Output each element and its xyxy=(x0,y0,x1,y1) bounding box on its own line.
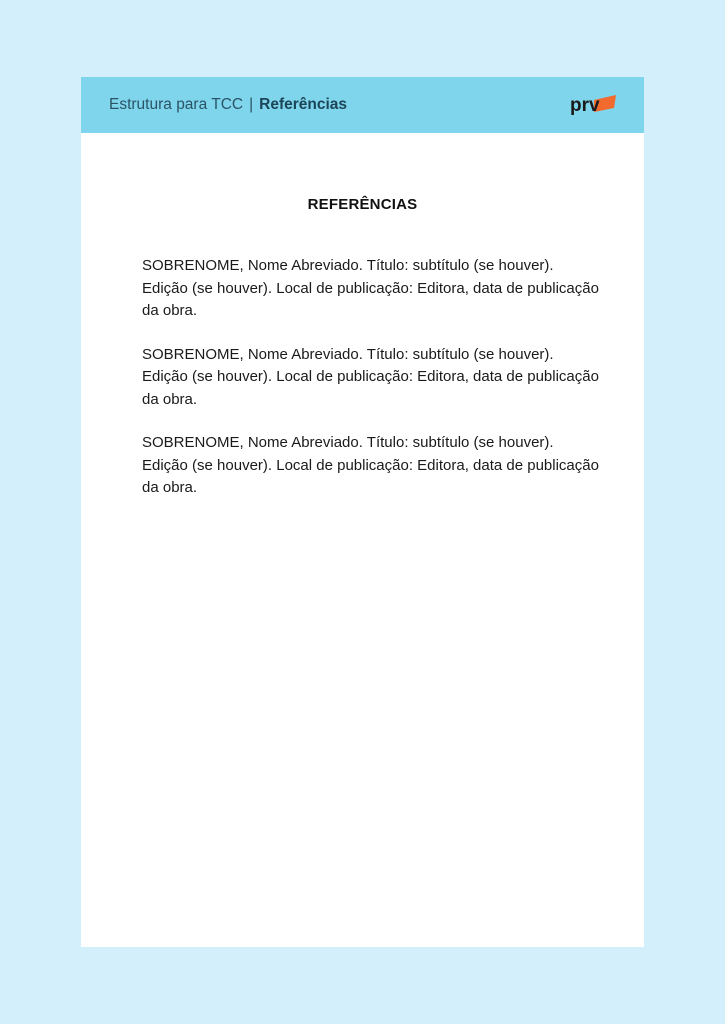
header-separator: | xyxy=(249,96,254,113)
logo-text: prv xyxy=(570,95,600,116)
document-page xyxy=(81,77,644,947)
page-title: REFERÊNCIAS xyxy=(307,196,418,213)
reference-list xyxy=(142,255,602,521)
header-title xyxy=(109,96,347,114)
prv-logo xyxy=(570,94,616,116)
reference-entry: SOBRENOME, Nome Abreviado. Título: subtítulo (se houver). Edição (se houver). Local de publicação: Editora, data de publicação da obra. xyxy=(142,257,599,319)
header-section-name: Referências xyxy=(259,96,348,113)
reference-entry: SOBRENOME, Nome Abreviado. Título: subtítulo (se houver). Edição (se houver). Local de publicação: Editora, data de publicação da obra. xyxy=(142,434,599,496)
reference-entry: SOBRENOME, Nome Abreviado. Título: subtítulo (se houver). Edição (se houver). Local de publicação: Editora, data de publicação da obra. xyxy=(142,345,599,408)
header-document-type: Estrutura para TCC xyxy=(109,96,244,113)
page-header xyxy=(81,77,644,133)
